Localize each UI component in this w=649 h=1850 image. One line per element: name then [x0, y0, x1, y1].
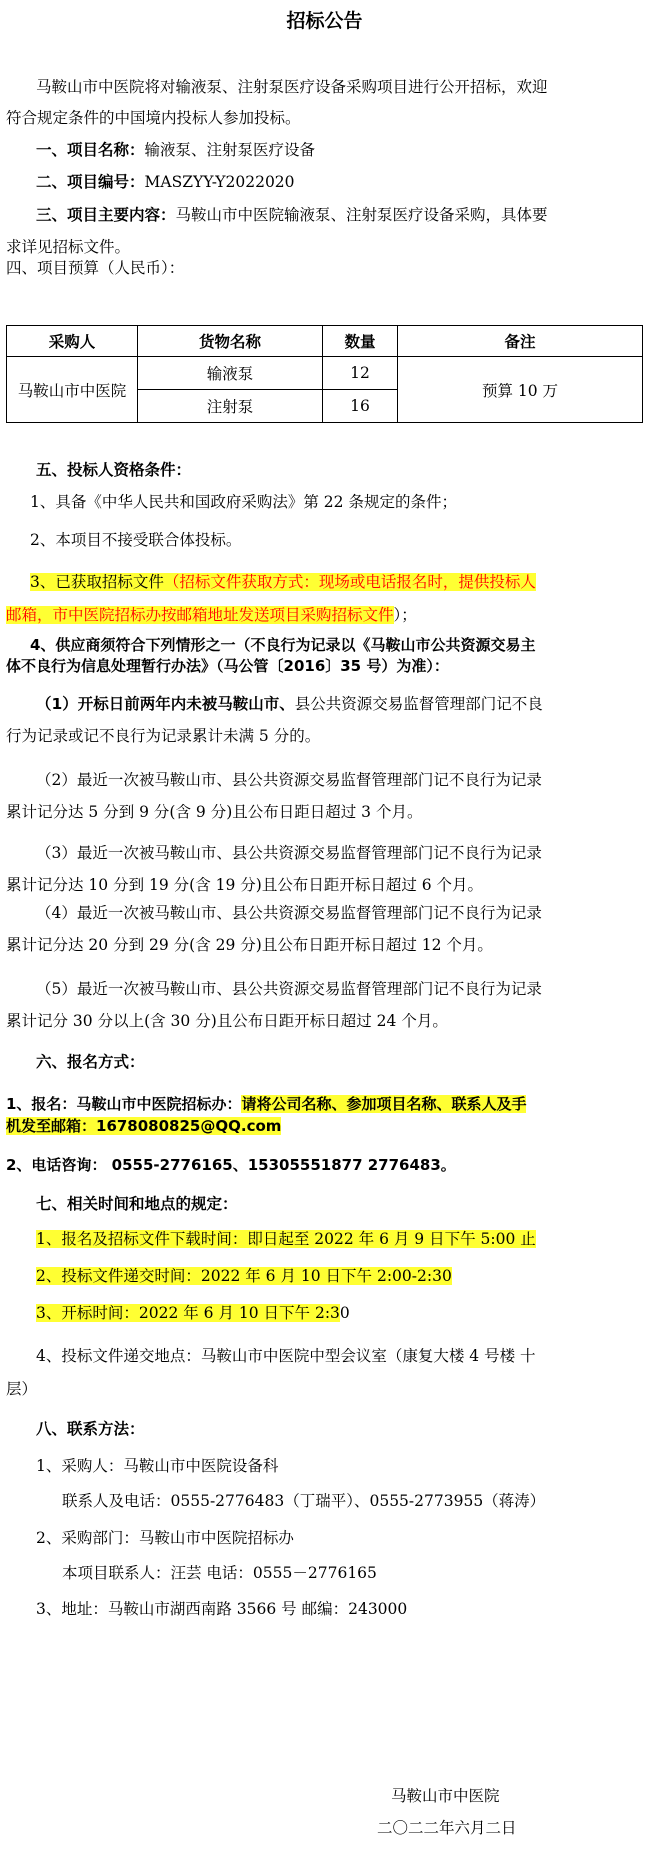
- time-2: [36, 1266, 452, 1286]
- registration-line-2: [6, 1116, 281, 1136]
- time-3-tail: 0: [339, 1304, 350, 1322]
- cell-item: 输液泵: [138, 357, 323, 390]
- phone-consult: 2、电话咨询： 0555-2776165、15305551877 2776483。: [6, 1156, 456, 1174]
- project-content-line-2: 求详见招标文件。: [6, 238, 131, 256]
- case-4-line-1: （4）最近一次被马鞍山市、县公共资源交易监督管理部门记不良行为记录: [36, 904, 542, 922]
- project-number-label: 二、项目编号：: [36, 173, 145, 191]
- cell-purchaser: 马鞍山市中医院: [7, 357, 138, 423]
- header-qty: 数量: [323, 326, 398, 357]
- project-name: [36, 140, 315, 160]
- case-5-line-2: 累计记分 30 分以上(含 30 分)且公布日距开标日超过 24 个月。: [6, 1012, 448, 1030]
- case-3-line-1: （3）最近一次被马鞍山市、县公共资源交易监督管理部门记不良行为记录: [36, 844, 542, 862]
- registration-email: 机发至邮箱：1678080825@QQ.com: [6, 1117, 282, 1135]
- cell-note: 预算 10 万: [398, 357, 643, 423]
- condition-3-line-2: [6, 605, 417, 625]
- budget-table: [6, 325, 643, 423]
- project-number: [36, 172, 295, 192]
- time-1: [36, 1229, 536, 1249]
- contact-1-detail: 联系人及电话：0555-2776483（丁瑞平）、0555-2773955（蒋涛）: [62, 1492, 546, 1510]
- case-2-line-2: 累计记分达 5 分到 9 分(含 9 分)且公布日距日超过 3 个月。: [6, 803, 423, 821]
- table-header-row: [7, 326, 643, 357]
- case-4-line-2: 累计记分达 20 分到 29 分(含 29 分)且公布日距开标日超过 12 个月。: [6, 936, 493, 954]
- case-1-line-1: [36, 694, 543, 714]
- contact-1: 1、采购人：马鞍山市中医院设备科: [36, 1457, 279, 1475]
- section-8-heading: 八、联系方法：: [36, 1420, 145, 1438]
- project-name-value: 输液泵、注射泵医疗设备: [144, 141, 316, 159]
- contact-2-detail: 本项目联系人：汪芸 电话：0555－2776165: [62, 1564, 377, 1582]
- page-title: 招标公告: [286, 10, 363, 32]
- registration-instruction: 请将公司名称、参加项目名称、联系人及手: [241, 1095, 527, 1113]
- intro-line-1: 马鞍山市中医院将对输液泵、注射泵医疗设备采购项目进行公开招标，欢迎: [36, 78, 548, 96]
- time-3: [36, 1303, 350, 1323]
- condition-3: [30, 572, 536, 592]
- cell-item: 注射泵: [138, 390, 323, 423]
- project-content-label: 三、项目主要内容：: [36, 206, 176, 224]
- header-purchaser: 采购人: [7, 326, 138, 357]
- condition-3-end: ）；: [393, 606, 417, 624]
- case-1-bold: （1）开标日前两年内未被马鞍山市、: [36, 695, 295, 713]
- time-3-text: 3、开标时间：2022 年 6 月 10 日下午 2:3: [36, 1304, 340, 1322]
- intro-line-2: 符合规定条件的中国境内投标人参加投标。: [6, 109, 301, 127]
- condition-2: 2、本项目不接受联合体投标。: [30, 531, 242, 549]
- registration-label: 1、报名：马鞍山市中医院招标办：: [6, 1095, 242, 1113]
- registration-line-1: [6, 1094, 526, 1114]
- time-1-text: 1、报名及招标文件下载时间：即日起至 2022 年 6 月 9 日下午 5:00 止: [36, 1230, 536, 1248]
- location-line-1: 4、投标文件递交地点：马鞍山市中医院中型会议室（康复大楼 4 号楼 十: [36, 1347, 536, 1365]
- header-goods: 货物名称: [138, 326, 323, 357]
- case-2-line-1: （2）最近一次被马鞍山市、县公共资源交易监督管理部门记不良行为记录: [36, 771, 542, 789]
- contact-3-address: 3、地址：马鞍山市湖西南路 3566 号 邮编：243000: [36, 1600, 408, 1618]
- case-1-line-2: 行为记录或记不良行为记录累计未满 5 分的。: [6, 727, 321, 745]
- condition-4-line-1: 4、供应商须符合下列情形之一（不良行为记录以《马鞍山市公共资源交易主: [30, 636, 536, 654]
- contact-2: 2、采购部门：马鞍山市中医院招标办: [36, 1529, 294, 1547]
- project-name-label: 一、项目名称：: [36, 141, 145, 159]
- condition-3-label: 3、已获取招标文件: [30, 573, 164, 591]
- project-number-value: MASZYY-Y2022020: [144, 173, 295, 191]
- section-6-heading: 六、报名方式：: [36, 1053, 145, 1071]
- time-2-text: 2、投标文件递交时间：2022 年 6 月 10 日下午 2:00-2:30: [36, 1267, 452, 1285]
- section-7-heading: 七、相关时间和地点的规定：: [36, 1195, 238, 1213]
- header-note: 备注: [398, 326, 643, 357]
- condition-1: 1、具备《中华人民共和国政府采购法》第 22 条规定的条件；: [30, 493, 457, 511]
- cell-qty: 12: [323, 357, 398, 390]
- case-1-rest: 县公共资源交易监督管理部门记不良: [294, 695, 543, 713]
- case-5-line-1: （5）最近一次被马鞍山市、县公共资源交易监督管理部门记不良行为记录: [36, 980, 542, 998]
- cell-qty: 16: [323, 390, 398, 423]
- case-3-line-2: 累计记分达 10 分到 19 分(含 19 分)且公布日距开标日超过 6 个月。: [6, 876, 484, 894]
- location-line-2: 层）: [6, 1380, 38, 1398]
- signature-date: 二〇二二年六月二日: [377, 1819, 517, 1837]
- condition-4-line-2: 体不良行为信息处理暂行办法》（马公管〔2016〕35 号）为准）：: [6, 657, 449, 675]
- condition-3-method-cont: 邮箱，市中医院招标办按邮箱地址发送项目采购招标文件: [6, 606, 394, 624]
- table-row: [7, 357, 643, 390]
- budget-heading: 四、项目预算（人民币）：: [6, 259, 185, 277]
- section-5-heading: 五、投标人资格条件：: [36, 461, 192, 479]
- signature-org: 马鞍山市中医院: [391, 1787, 500, 1805]
- project-content-value: 马鞍山市中医院输液泵、注射泵医疗设备采购，具体要: [175, 206, 548, 224]
- project-content: [36, 205, 548, 225]
- condition-3-method: （招标文件获取方式：现场或电话报名时，提供投标人: [163, 573, 536, 591]
